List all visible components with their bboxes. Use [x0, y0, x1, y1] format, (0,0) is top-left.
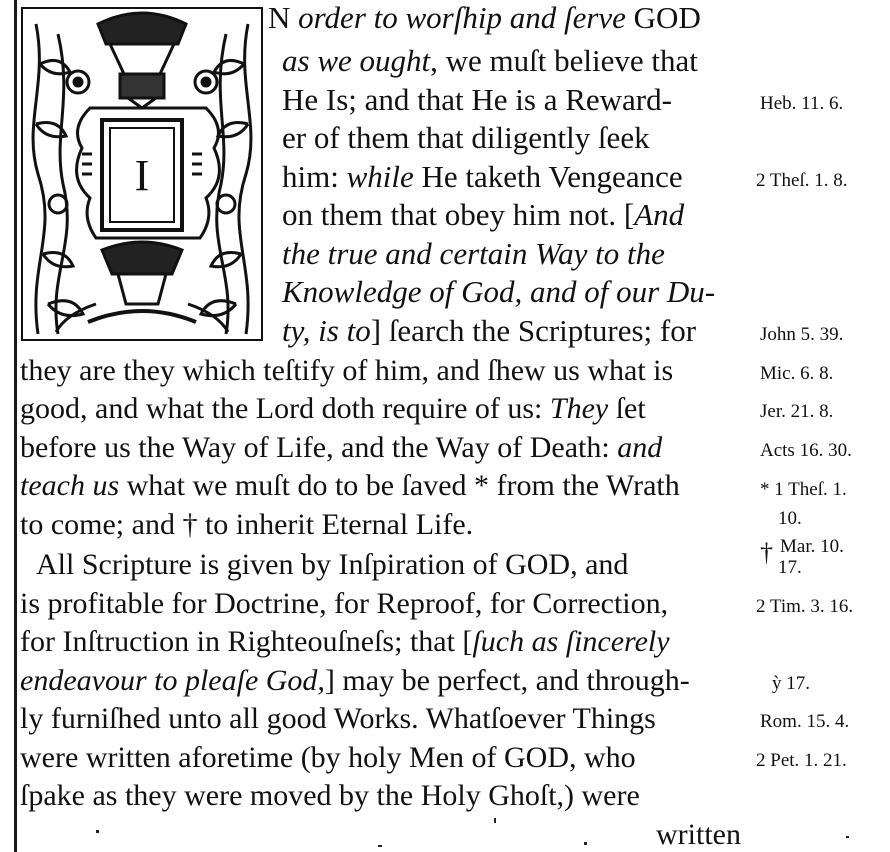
roman-run: good, and what the Lord doth require of us: [20, 392, 550, 425]
text-line [20, 429, 662, 467]
roman-run: what we muſt do to be ſaved * from the Wrath [119, 469, 680, 502]
roman-run: He Is; and that He is a Reward- [282, 82, 672, 117]
margin-note: Jer. 21. 8. [760, 401, 834, 422]
roman-run: on them that obey him not. [ [282, 197, 635, 232]
initial-letter: I [134, 151, 150, 200]
italic-run: order to worſhip and ſerve [298, 0, 634, 35]
italic-run: and [617, 431, 663, 464]
text-line [20, 352, 673, 390]
text-line [282, 119, 650, 157]
text-line [20, 700, 656, 738]
roman-run: for Inſtruction in Righteouſneſs; that [ [20, 625, 473, 658]
margin-note: ỳ 17. [772, 673, 810, 694]
margin-note: Acts 16. 30. [760, 440, 852, 461]
italic-run: And [634, 197, 685, 232]
text-line [656, 816, 741, 852]
italic-run: teach us [20, 469, 120, 502]
ornament-illustration [18, 4, 266, 344]
text-line [282, 235, 665, 273]
margin-note: Mar. 10. [780, 536, 844, 557]
roman-run: He taketh Vengeance [413, 159, 683, 194]
roman-run: ] may be perfect, and through- [324, 664, 690, 697]
text-line [20, 777, 640, 815]
margin-note: 17. [778, 557, 802, 578]
text-line [20, 467, 680, 505]
roman-run: to come; and † to inherit Eternal Life. [20, 508, 474, 541]
text-line [282, 158, 683, 196]
roman-run: before us the Way of Life, and the Way of Death: [20, 431, 618, 464]
roman-run: er of them that diligently ſeek [282, 120, 650, 155]
text-line [268, 0, 701, 37]
roman-run: ſet [608, 392, 646, 425]
margin-note: 2 Theſ. 1. 8. [756, 170, 848, 191]
roman-run: All Scripture is given by Inſpiration of GOD, and [36, 548, 629, 581]
text-line [282, 42, 698, 80]
text-line [20, 390, 646, 428]
italic-run: ſuch as ſincerely [472, 625, 670, 658]
roman-run: GOD [633, 0, 701, 35]
text-line [282, 196, 684, 234]
decorated-initial [18, 4, 266, 344]
italic-run: the true and certain Way to the [282, 236, 665, 271]
roman-run: ly furniſhed unto all good Works. Whatſoever Things [20, 702, 656, 735]
margin-note: Mic. 6. 8. [760, 363, 834, 384]
roman-run: ſpake as they were moved by the Holy Ghoſt,) were [20, 779, 640, 812]
margin-note: * 1 Theſ. 1. [760, 479, 847, 500]
text-line [282, 273, 715, 311]
roman-run: were written aforetime (by holy Men of GOD, who [20, 741, 636, 774]
text-line [282, 81, 672, 119]
left-margin-rule [14, 0, 17, 852]
roman-run: they are they which teſtify of him, and ſhew us what is [20, 354, 674, 387]
text-line [282, 312, 696, 350]
margin-note: 10. [778, 508, 802, 529]
margin-note: John 5. 39. [760, 324, 844, 345]
margin-note: Rom. 15. 4. [760, 711, 850, 732]
text-line [20, 623, 670, 661]
roman-run: , we muſt believe that [430, 43, 698, 78]
italic-run: They [549, 392, 609, 425]
text-line [36, 546, 628, 584]
italic-run: ty, is to [282, 313, 371, 348]
roman-run: is profitable for Doctrine, for Reproof, for Correction, [20, 587, 669, 620]
italic-run: while [346, 159, 414, 194]
text-line [20, 585, 668, 623]
text-line [20, 739, 636, 777]
roman-run: ] ſearch the Scriptures; for [370, 313, 697, 348]
italic-run: as we ought [282, 43, 431, 78]
margin-note: Heb. 11. 6. [760, 93, 844, 114]
text-line [20, 506, 473, 544]
margin-note: 2 Tim. 3. 16. [756, 596, 854, 617]
italic-run: Knowledge of God, and of our Du- [282, 274, 716, 309]
dagger-mark: † [760, 538, 773, 567]
italic-run: endeavour to pleaſe God, [20, 664, 325, 697]
text-line [20, 662, 690, 700]
margin-note: 2 Pet. 1. 21. [756, 750, 847, 771]
roman-run: N [268, 0, 299, 35]
roman-run: him: [282, 159, 347, 194]
roman-run: written [656, 818, 741, 851]
